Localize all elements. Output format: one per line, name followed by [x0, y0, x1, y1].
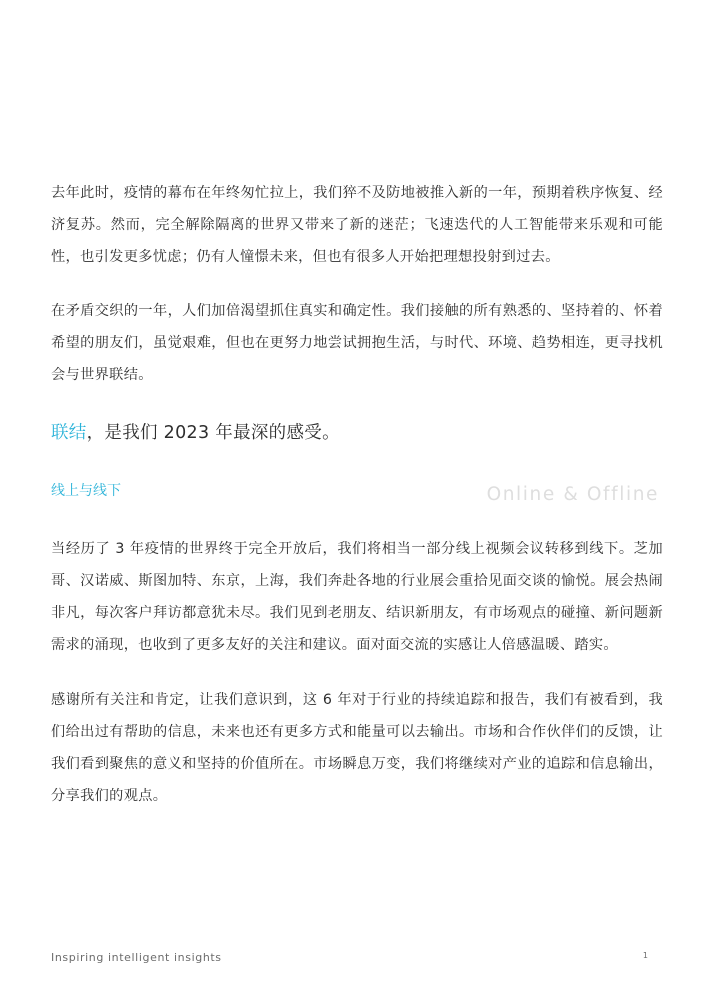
section-title-en: Online & Offline	[486, 484, 659, 505]
highlight-statement	[51, 418, 340, 448]
section-paragraph-1: 当经历了 3 年疫情的世界终于完全开放后，我们将相当一部分线上视频会议转移到线下。芝加哥、汉诺威、斯图加特、东京，上海，我们奔赴各地的行业展会重拾见面交谈的愉悦。展会热闹非凡，每次客户拜访都意犹未尽。我们见到老朋友、结识新朋友，有市场观点的碰撞、新问题新需求的涌现，也收到了更多友好的关注和建议。面对面交流的实感让人倍感温暖、踏实。	[51, 541, 663, 653]
page-number: 1	[642, 951, 648, 960]
highlight-rest: ，是我们 2023 年最深的感受。	[86, 423, 340, 443]
intro-paragraph-2: 在矛盾交织的一年，人们加倍渴望抓住真实和确定性。我们接触的所有熟悉的、坚持着的、怀着希望的朋友们，虽觉艰难，但也在更努力地尝试拥抱生活，与时代、环境、趋势相连，更寻找机会与世界联结。	[51, 303, 663, 383]
highlight-accent-word: 联结	[51, 423, 87, 443]
section-title-cn: 线上与线下	[51, 483, 121, 499]
section-paragraph-2: 感谢所有关注和肯定，让我们意识到，这 6 年对于行业的持续追踪和报告，我们有被看到，我们给出过有帮助的信息，未来也还有更多方式和能量可以去输出。市场和合作伙伴们的反馈，让我们看到聚焦的意义和坚持的价值所在。市场瞬息万变，我们将继续对产业的追踪和信息输出，分享我们的观点。	[51, 692, 663, 804]
intro-paragraph-1: 去年此时，疫情的幕布在年终匆忙拉上，我们猝不及防地被推入新的一年，预期着秩序恢复、经济复苏。然而，完全解除隔离的世界又带来了新的迷茫；飞速迭代的人工智能带来乐观和可能性，也引发更多忧虑；仍有人憧憬未来，但也有很多人开始把理想投射到过去。	[51, 185, 663, 265]
footer-slogan: Inspiring intelligent insights	[51, 951, 222, 964]
